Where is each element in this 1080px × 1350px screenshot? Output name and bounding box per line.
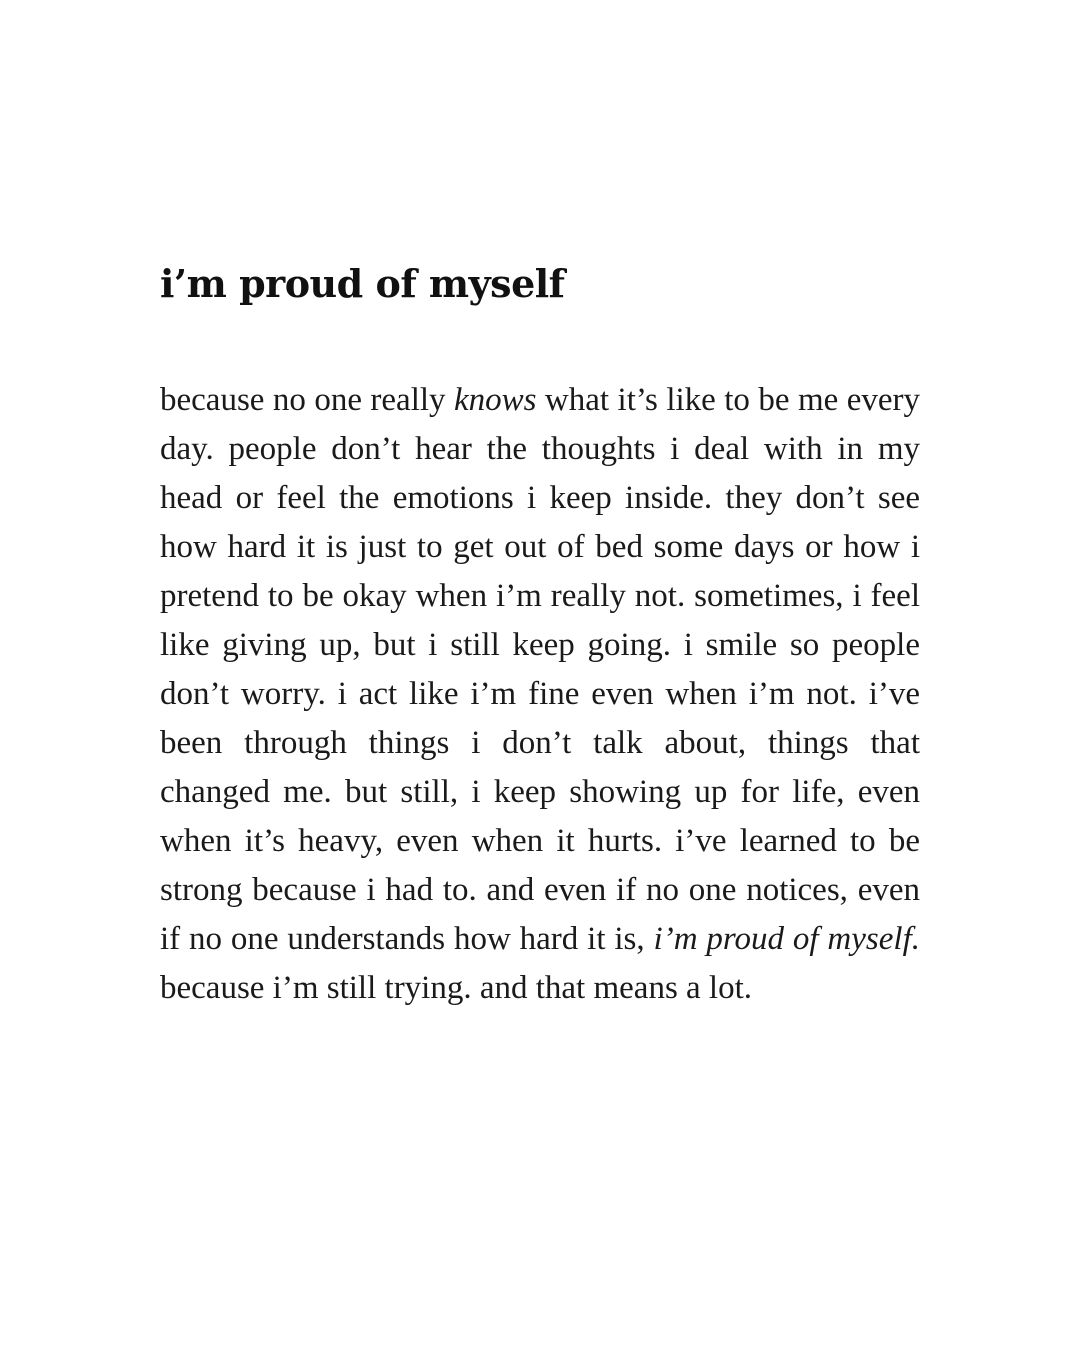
poem-title: i’m proud of myself bbox=[160, 261, 565, 306]
body-text-1: because no one really bbox=[160, 382, 454, 418]
body-italic-proud: i’m proud of myself. bbox=[653, 921, 920, 957]
body-text-3: because i’m still trying. and that means a lot. bbox=[160, 970, 753, 1006]
poem-body bbox=[160, 376, 920, 1013]
body-italic-knows: knows bbox=[453, 382, 537, 418]
text-block bbox=[160, 252, 920, 1013]
body-text-2: what it’s like to be me every day. people don’t hear the thoughts i deal with in my head or feel the emotions i keep inside. they don’t see how hard it is just to get out of bed some days or how i pretend to be okay when i’m really not. sometimes, i feel like giving up, but i still keep going. i smile so people don’t worry. i act like i’m fine even when i’m not. i’ve been through things i don’t talk about, things that changed me. but still, i keep showing up for life, even when it’s heavy, even when it hurts. i’ve learned to be strong because i had to. and even if no one notices, even if no one understands how hard it is, bbox=[160, 382, 920, 957]
